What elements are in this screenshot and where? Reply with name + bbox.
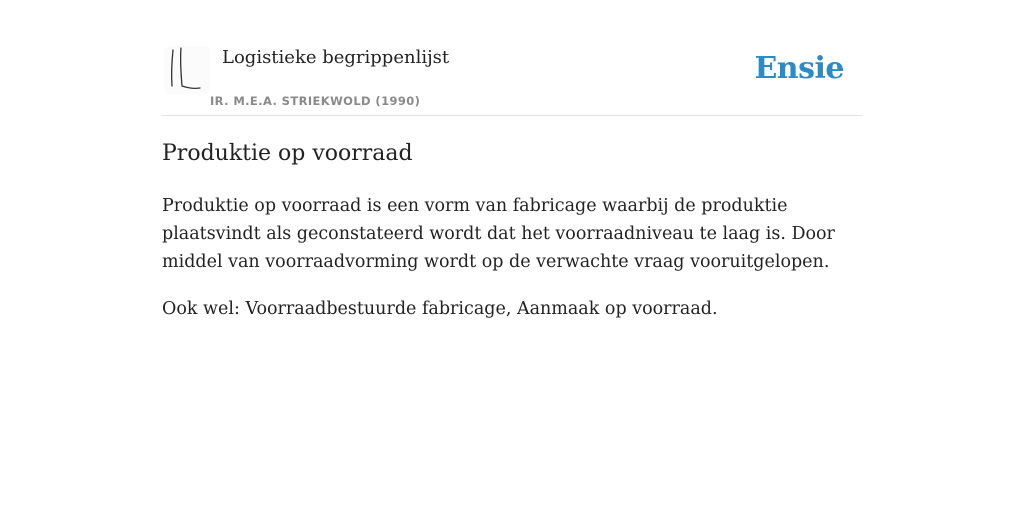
book-title[interactable]: Logistieke begrippenlijst: [222, 47, 450, 68]
book-header: [162, 0, 862, 116]
book-author: IR. M.E.A. STRIEKWOLD (1990): [210, 94, 421, 108]
entry-definition: Produktie op voorraad is een vorm van fabricage waarbij de produktie plaatsvindt als geconstateerd wordt dat het voorraadniveau te laag is. Door middel van voorraadvorming wordt op de verwachte vraag vooruitgelopen.: [162, 196, 835, 272]
entry-synonyms: Ook wel: Voorraadbestuurde fabricage, Aanmaak op voorraad.: [162, 299, 718, 319]
handwritten-logo-icon: [164, 46, 210, 94]
page-container: [162, 0, 862, 319]
entry-title: Produktie op voorraad: [162, 141, 413, 166]
ensie-logo[interactable]: Ensie: [754, 51, 844, 86]
book-logo-icon[interactable]: [164, 46, 210, 94]
